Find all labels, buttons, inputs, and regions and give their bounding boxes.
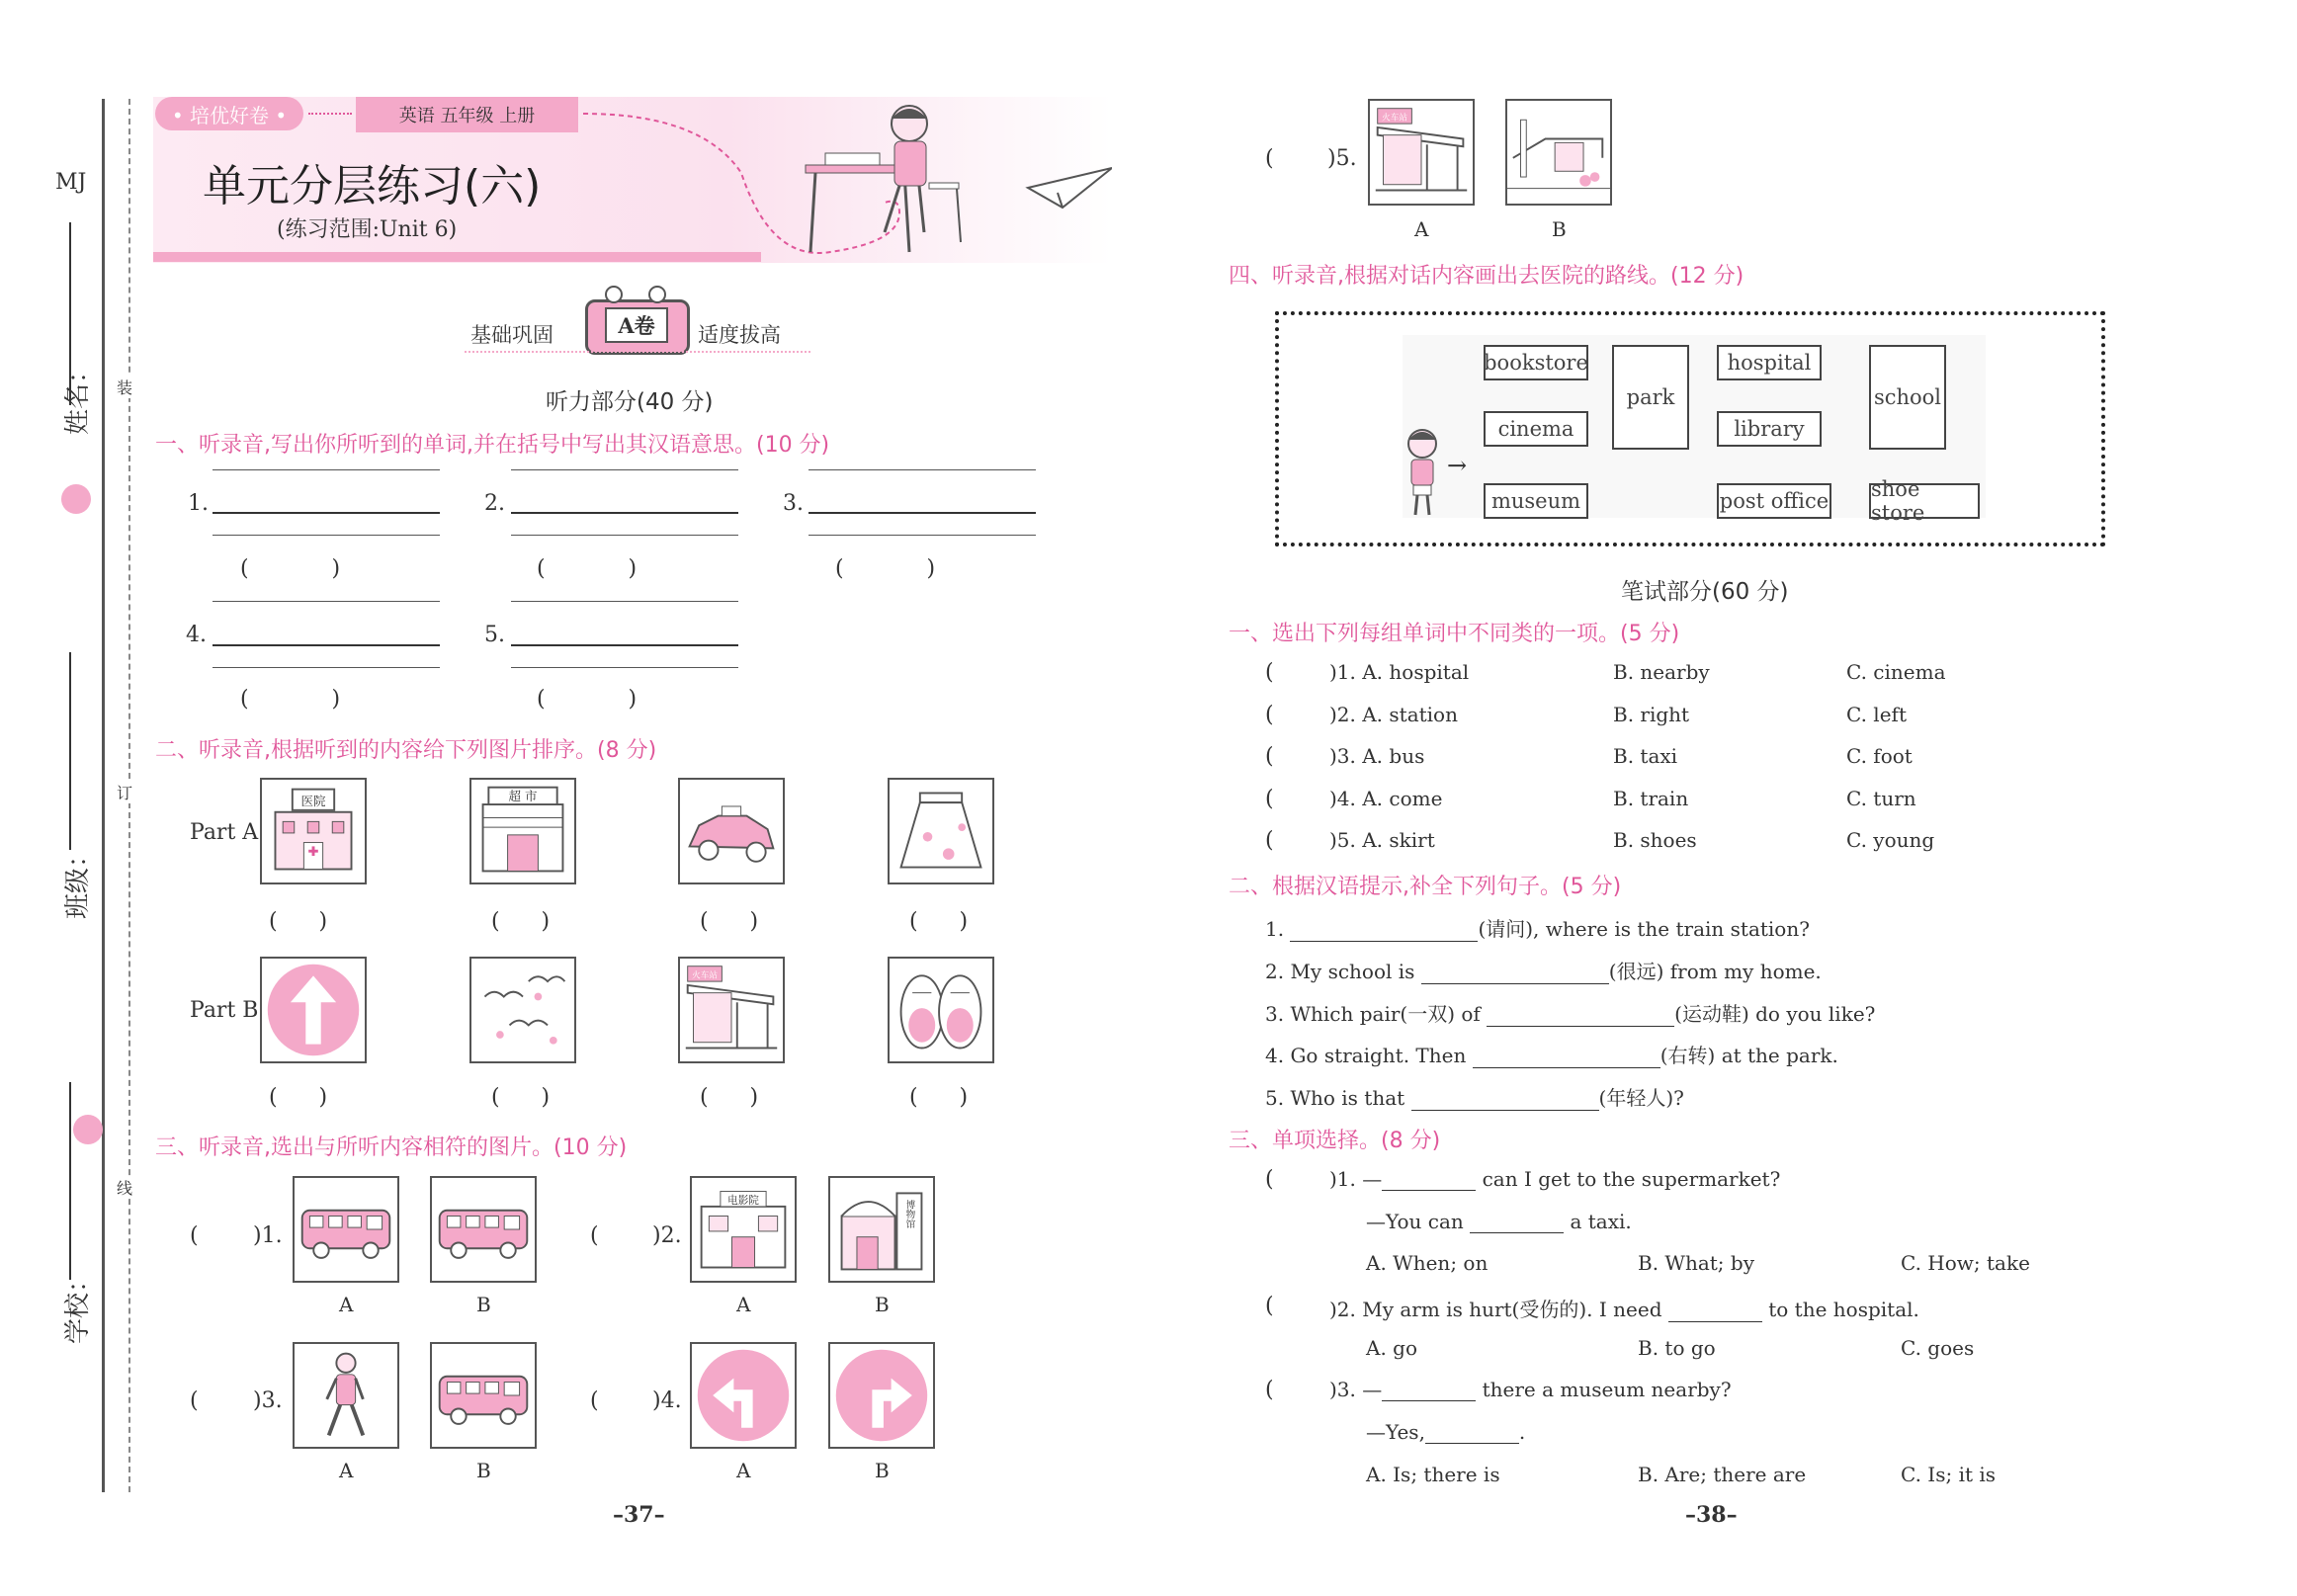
w3-q3-suffix: there a museum nearby? xyxy=(1482,1378,1732,1401)
w1-title: 一、选出下列每组单词中不同类的一项。(5 分) xyxy=(1229,622,1680,646)
w3-paren-3[interactable]: ( xyxy=(1265,1378,1309,1402)
w3-q2-opt-b: B. to go xyxy=(1638,1336,1716,1360)
s3-q5-num: )5. xyxy=(1327,146,1357,171)
school-box: school xyxy=(1869,345,1946,450)
w2-s2-prefix: 2. My school is xyxy=(1265,960,1415,983)
w3-q2-suffix: to the hospital. xyxy=(1768,1298,1919,1321)
w2-blank-2[interactable] xyxy=(1421,983,1609,984)
w2-s5-suffix: (年轻人)? xyxy=(1598,1086,1684,1110)
walking-boy-picture xyxy=(293,1342,399,1449)
s1-num-5: 5. xyxy=(484,623,505,647)
s3-q4-paren[interactable]: ( xyxy=(590,1388,634,1413)
w3-q1-blank-2[interactable] xyxy=(1470,1232,1564,1233)
s3-q2-b: B xyxy=(875,1293,890,1316)
margin-line-1 xyxy=(102,99,105,1492)
name-field[interactable] xyxy=(69,222,71,405)
w3-q3-line1 xyxy=(1329,1378,1732,1401)
badge-eye-left xyxy=(605,286,623,303)
start-arrow: → xyxy=(1447,452,1468,479)
bus-picture-a xyxy=(293,1176,399,1283)
w2-sentence-4 xyxy=(1265,1040,1838,1068)
student-desk-illustration xyxy=(573,94,1112,267)
dotted-connector xyxy=(308,113,352,115)
brand-pill: • 培优好卷 • xyxy=(155,97,303,130)
s3-q3-paren[interactable]: ( xyxy=(190,1388,233,1413)
w2-blank-1[interactable] xyxy=(1290,941,1478,942)
xian-mark: 线 xyxy=(117,1176,132,1199)
park-box: park xyxy=(1612,345,1689,450)
w3-q1-suffix: can I get to the supermarket? xyxy=(1482,1167,1781,1191)
w3-q3-prefix: )3. — xyxy=(1329,1378,1383,1401)
turn-left-picture xyxy=(690,1342,797,1449)
w2-s3-prefix: 3. Which pair(一双) of xyxy=(1265,1002,1481,1026)
w1-q5: )5. A. skirt xyxy=(1329,828,1435,852)
birds-picture xyxy=(469,957,576,1063)
page-number-left: –37– xyxy=(613,1502,665,1528)
w2-s2-suffix: (很远) from my home. xyxy=(1608,960,1822,983)
w1-paren-5[interactable]: ( xyxy=(1265,828,1309,853)
w3-q1-opt-a: A. When; on xyxy=(1366,1251,1489,1275)
s4-title: 四、听录音,根据对话内容画出去医院的路线。(12 分) xyxy=(1229,264,1744,289)
class-label: 班级： xyxy=(63,841,93,919)
w1-q3-b: B. taxi xyxy=(1613,744,1678,768)
ding-mark: 订 xyxy=(117,781,132,803)
w1-q1-b: B. nearby xyxy=(1613,660,1710,684)
w2-s4-suffix: (右转) at the park. xyxy=(1659,1044,1838,1067)
station-picture-a xyxy=(1368,99,1475,206)
page-title: 单元分层练习(六) xyxy=(203,161,542,211)
s2-b-paren-4[interactable]: ( ) xyxy=(909,1085,969,1110)
s3-q2-a: A xyxy=(736,1293,751,1316)
badge-right-text: 适度拔高 xyxy=(698,323,781,347)
w3-q3-blank-2[interactable] xyxy=(1425,1443,1519,1444)
s3-title: 三、听录音,选出与所听内容相符的图片。(10 分) xyxy=(155,1135,628,1160)
bookstore-box: bookstore xyxy=(1484,345,1588,380)
w2-blank-5[interactable] xyxy=(1411,1110,1599,1111)
station-sign-a: 火车站 xyxy=(1382,113,1408,124)
w3-q1-reply-end: a taxi. xyxy=(1570,1210,1632,1233)
library-box: library xyxy=(1717,411,1822,447)
w2-blank-4[interactable] xyxy=(1473,1067,1660,1068)
w3-title: 三、单项选择。(8 分) xyxy=(1229,1129,1441,1153)
w3-q1-blank-1[interactable] xyxy=(1382,1190,1476,1191)
w1-q5-b: B. shoes xyxy=(1613,828,1697,852)
s1-num-4: 4. xyxy=(186,623,207,647)
w2-sentence-3 xyxy=(1265,998,1875,1027)
s3-q3-b: B xyxy=(476,1459,491,1482)
school-label: 学校： xyxy=(63,1266,93,1344)
s2-b-paren-2[interactable]: ( ) xyxy=(491,1085,551,1110)
cinema-picture xyxy=(690,1176,797,1283)
s3-q3-num: )3. xyxy=(253,1388,283,1413)
museum-picture xyxy=(828,1176,935,1283)
mj-label: MJ xyxy=(55,170,87,195)
w1-q2-c: C. left xyxy=(1846,703,1907,726)
s1-paren-5[interactable]: ( ) xyxy=(537,687,638,712)
w3-q1-line2 xyxy=(1366,1210,1632,1233)
pink-dot-2 xyxy=(73,1115,103,1144)
cinema-sign: 电影院 xyxy=(727,1195,759,1207)
w3-q2-opt-c: C. goes xyxy=(1901,1336,1975,1360)
s2-a-paren-4[interactable]: ( ) xyxy=(909,909,969,934)
s1-paren-3[interactable]: ( ) xyxy=(835,556,936,581)
boy-figure xyxy=(1398,424,1447,518)
w3-paren-1[interactable]: ( xyxy=(1265,1167,1309,1192)
turn-right-picture xyxy=(828,1342,935,1449)
w1-q2: )2. A. station xyxy=(1329,703,1458,726)
s1-paren-2[interactable]: ( ) xyxy=(537,556,638,581)
w3-q1-opt-c: C. How; take xyxy=(1901,1251,2030,1275)
binding-margin xyxy=(0,0,148,1596)
subject-tag: 英语 五年级 上册 xyxy=(356,97,578,132)
pink-dot xyxy=(61,484,91,514)
w3-q3-line2 xyxy=(1366,1420,1525,1444)
w1-q5-c: C. young xyxy=(1846,828,1935,852)
w3-q3-reply: —Yes, xyxy=(1366,1420,1425,1444)
w2-sentence-5 xyxy=(1265,1082,1684,1111)
w2-s1-prefix: 1. xyxy=(1265,917,1285,941)
supermarket-sign: 超 市 xyxy=(508,789,538,804)
page-number-right: –38– xyxy=(1685,1502,1738,1528)
w2-s3-suffix: (运动鞋) do you like? xyxy=(1674,1002,1876,1026)
w3-q3-blank-1[interactable] xyxy=(1382,1400,1476,1401)
s3-q1-a: A xyxy=(339,1293,354,1316)
s3-q4-num: )4. xyxy=(652,1388,682,1413)
w3-paren-2[interactable]: ( xyxy=(1265,1294,1309,1318)
exercise-range: (练习范围:Unit 6) xyxy=(277,217,458,242)
w1-q4-c: C. turn xyxy=(1846,787,1916,810)
badge-dots xyxy=(465,351,810,353)
w1-paren-4[interactable]: ( xyxy=(1265,787,1309,811)
w3-q3-opt-b: B. Are; there are xyxy=(1638,1463,1807,1486)
cinema-box: cinema xyxy=(1484,411,1588,447)
post-office-box: post office xyxy=(1717,483,1831,519)
bus-picture-b xyxy=(430,1176,537,1283)
s3-q5-paren[interactable]: ( xyxy=(1265,146,1309,171)
part-a-label: Part A xyxy=(190,820,259,845)
s2-a-paren-2[interactable]: ( ) xyxy=(491,909,551,934)
s3-q2-paren[interactable]: ( xyxy=(590,1223,634,1248)
s3-q1-paren[interactable]: ( xyxy=(190,1223,233,1248)
w1-q2-b: B. right xyxy=(1613,703,1690,726)
badge-left-text: 基础巩固 xyxy=(470,323,553,347)
w1-q1-c: C. cinema xyxy=(1846,660,1946,684)
written-title: 笔试部分(60 分) xyxy=(1621,579,1789,605)
s2-b-paren-1[interactable]: ( ) xyxy=(269,1085,328,1110)
s1-title: 一、听录音,写出你所听到的单词,并在括号中写出其汉语意思。(10 分) xyxy=(155,433,830,458)
w2-sentence-1 xyxy=(1265,913,1810,942)
w2-s4-prefix: 4. Go straight. Then xyxy=(1265,1044,1467,1067)
hospital-box: hospital xyxy=(1717,345,1822,380)
w3-q3-reply-end: . xyxy=(1518,1420,1526,1444)
bus-picture-c xyxy=(430,1342,537,1449)
shoe-store-box: shoe store xyxy=(1869,483,1980,519)
w3-q2-prefix: )2. My arm is hurt(受伤的). I need xyxy=(1329,1298,1662,1321)
taxi-picture xyxy=(678,778,785,884)
station-sign: 火车站 xyxy=(692,970,719,981)
w3-q1-line1 xyxy=(1329,1167,1780,1191)
w1-q4-b: B. train xyxy=(1613,787,1689,810)
w1-paren-3[interactable]: ( xyxy=(1265,744,1309,769)
s1-paren-1[interactable]: ( ) xyxy=(240,556,341,581)
museum-sign: 博物馆 xyxy=(903,1200,915,1229)
w1-paren-2[interactable]: ( xyxy=(1265,703,1309,727)
s3-q3-a: A xyxy=(339,1459,354,1482)
name-label: 姓名： xyxy=(63,357,93,435)
s2-title: 二、听录音,根据听到的内容给下列图片排序。(8 分) xyxy=(155,738,657,763)
w3-q3-opt-c: C. Is; it is xyxy=(1901,1463,1997,1486)
badge-eye-right xyxy=(648,286,666,303)
w3-q2-blank[interactable] xyxy=(1668,1321,1762,1322)
hospital-sign: 医院 xyxy=(300,794,326,808)
part-b-label: Part B xyxy=(190,998,259,1023)
w3-q2-line1 xyxy=(1329,1294,1919,1322)
w3-q1-reply: —You can xyxy=(1366,1210,1464,1233)
w1-q4: )4. A. come xyxy=(1329,787,1443,810)
s3-q1-b: B xyxy=(476,1293,491,1316)
w2-blank-3[interactable] xyxy=(1487,1026,1674,1027)
s3-q5-b: B xyxy=(1552,217,1567,241)
s2-b-paren-3[interactable]: ( ) xyxy=(700,1085,759,1110)
s1-num-3: 3. xyxy=(783,491,804,516)
s3-q2-num: )2. xyxy=(652,1223,682,1248)
s3-q1-num: )1. xyxy=(253,1223,283,1248)
s3-q4-a: A xyxy=(736,1459,751,1482)
museum-box: museum xyxy=(1484,483,1588,519)
w1-paren-1[interactable]: ( xyxy=(1265,660,1309,685)
w3-q2-opt-a: A. go xyxy=(1366,1336,1418,1360)
w3-q1-prefix: )1. — xyxy=(1329,1167,1383,1191)
street-picture-b xyxy=(1505,99,1612,206)
w1-q3: )3. A. bus xyxy=(1329,744,1425,768)
s1-num-1: 1. xyxy=(188,491,209,516)
w2-s5-prefix: 5. Who is that xyxy=(1265,1086,1405,1110)
s3-q5-a: A xyxy=(1414,217,1429,241)
s2-a-paren-1[interactable]: ( ) xyxy=(269,909,328,934)
w3-q1-opt-b: B. What; by xyxy=(1638,1251,1755,1275)
level-badge xyxy=(465,282,810,361)
school-field[interactable] xyxy=(69,1082,71,1280)
go-straight-picture xyxy=(260,957,367,1063)
w3-q3-opt-a: A. Is; there is xyxy=(1366,1463,1500,1486)
w1-q3-c: C. foot xyxy=(1846,744,1913,768)
w2-s1-suffix: (请问), where is the train station? xyxy=(1478,917,1810,941)
class-field[interactable] xyxy=(69,652,71,850)
skirt-picture xyxy=(888,778,994,884)
listening-title: 听力部分(40 分) xyxy=(546,389,714,415)
station-picture xyxy=(678,957,785,1063)
s2-a-paren-3[interactable]: ( ) xyxy=(700,909,759,934)
badge-center-text: A卷 xyxy=(605,307,668,343)
w2-sentence-2 xyxy=(1265,956,1822,984)
hospital-picture xyxy=(260,778,367,884)
zhuang-mark: 装 xyxy=(117,376,132,398)
s1-num-2: 2. xyxy=(484,491,505,516)
w1-q1: )1. A. hospital xyxy=(1329,660,1470,684)
route-map[interactable] xyxy=(1275,311,2105,546)
supermarket-picture xyxy=(469,778,576,884)
s1-paren-4[interactable]: ( ) xyxy=(240,687,341,712)
sneakers-picture xyxy=(888,957,994,1063)
s3-q4-b: B xyxy=(875,1459,890,1482)
w2-title: 二、根据汉语提示,补全下列句子。(5 分) xyxy=(1229,875,1622,899)
